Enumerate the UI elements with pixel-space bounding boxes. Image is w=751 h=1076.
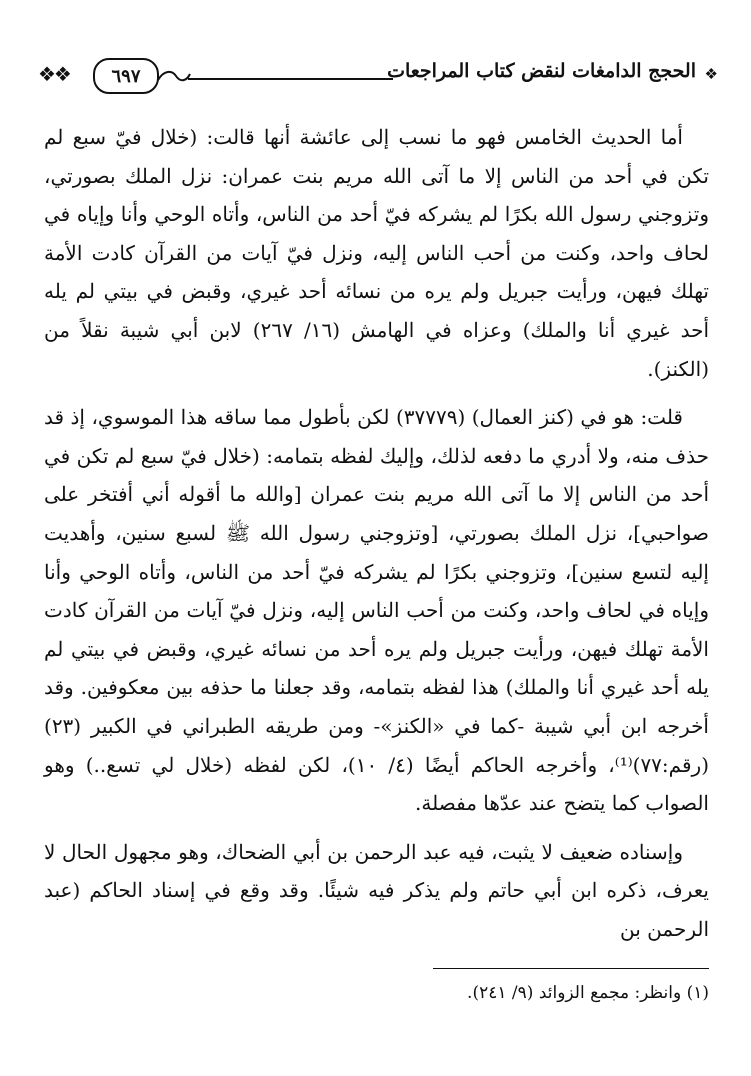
header-rule	[188, 78, 393, 80]
header-right-ornament-icon: ❖	[704, 65, 718, 83]
paragraph-3: وإسناده ضعيف لا يثبت، فيه عبد الرحمن بن أبي الضحاك، وهو مجهول الحال لا يعرف، ذكره ابن أبي حاتم ولم يذكر فيه شيئًا. وقد وقع في إسناد الحاكم (عبد الرحمن بن	[44, 839, 709, 941]
page-header	[38, 50, 718, 102]
header-swash-icon	[156, 68, 192, 84]
header-left-ornament-icon: ❖❖	[38, 62, 70, 86]
footnote-separator	[433, 968, 709, 969]
page-number-badge	[93, 58, 159, 94]
paragraph-2: قلت: هو في (كنز العمال) (٣٧٧٧٩) لكن بأطول مما ساقه هذا الموسوي، إذ قد حذف منه، ولا أدري ما دفعه لذلك، وإليك لفظه بتمامه: (خلال فيّ سبع لم تكن في أحد من الناس إلا ما آتى الله مريم بنت عمران [والله ما أقوله أني أفتخر على صواحبي]، نزل الملك بصورتي، [وتزوجني رسول الله ﷺ لسبع سنين، وأهديت إليه لتسع سنين]، وتزوجني بكرًا لم يشركه فيّ أحد من الناس، وأتاه الوحي وأنا وإياه في لحاف واحد، وكنت من أحب الناس إليه، ونزل فيّ آيات من القرآن كادت الأمة تهلك فيهن، ورأيت جبريل ولم يره أحد من نسائه غيري، وقبض في بيتي لم يله أحد غيري أنا والملك) هذا لفظه بتمامه، وقد جعلنا ما حذفه بين معكوفين. وقد أخرجه ابن أبي شيبة -كما في «الكنز»- ومن طريقه الطبراني في الكبير (٢٣) (رقم:٧٧)⁽¹⁾، وأخرجه الحاكم أيضًا (٤/ ١٠)، لكن لفظه (خلال لي تسع..) وهو الصواب كما يتضح عند عدّها مفصلة.	[44, 405, 709, 816]
paragraph-1: أما الحديث الخامس فهو ما نسب إلى عائشة أنها قالت: (خلال فيّ سبع لم تكن في أحد من الناس إلا ما آتى الله مريم بنت عمران: نزل الملك بصورتي، وتزوجني رسول الله بكرًا لم يشركه فيّ أحد من الناس، وأتاه الوحي وأنا وإياه في لحاف واحد، وكنت من أحب الناس إليه، ونزل فيّ آيات من القرآن كادت الأمة تهلك فيهن، ورأيت جبريل ولم يره من نسائه أحد غيري، وقبض في بيتي لم يله أحد غيري أنا والملك) وعزاه في الهامش (١٦/ ٢٦٧) لابن أبي شيبة نقلاً من (الكنز).	[44, 125, 710, 381]
page-number: ٦٩٧	[111, 65, 141, 87]
running-title: الحجج الدامغات لنقض كتاب المراجعات	[387, 60, 696, 82]
main-text	[44, 118, 709, 948]
footnote-1: (١) وانظر: مجمع الزوائد (٩/ ٢٤١).	[467, 983, 709, 1003]
